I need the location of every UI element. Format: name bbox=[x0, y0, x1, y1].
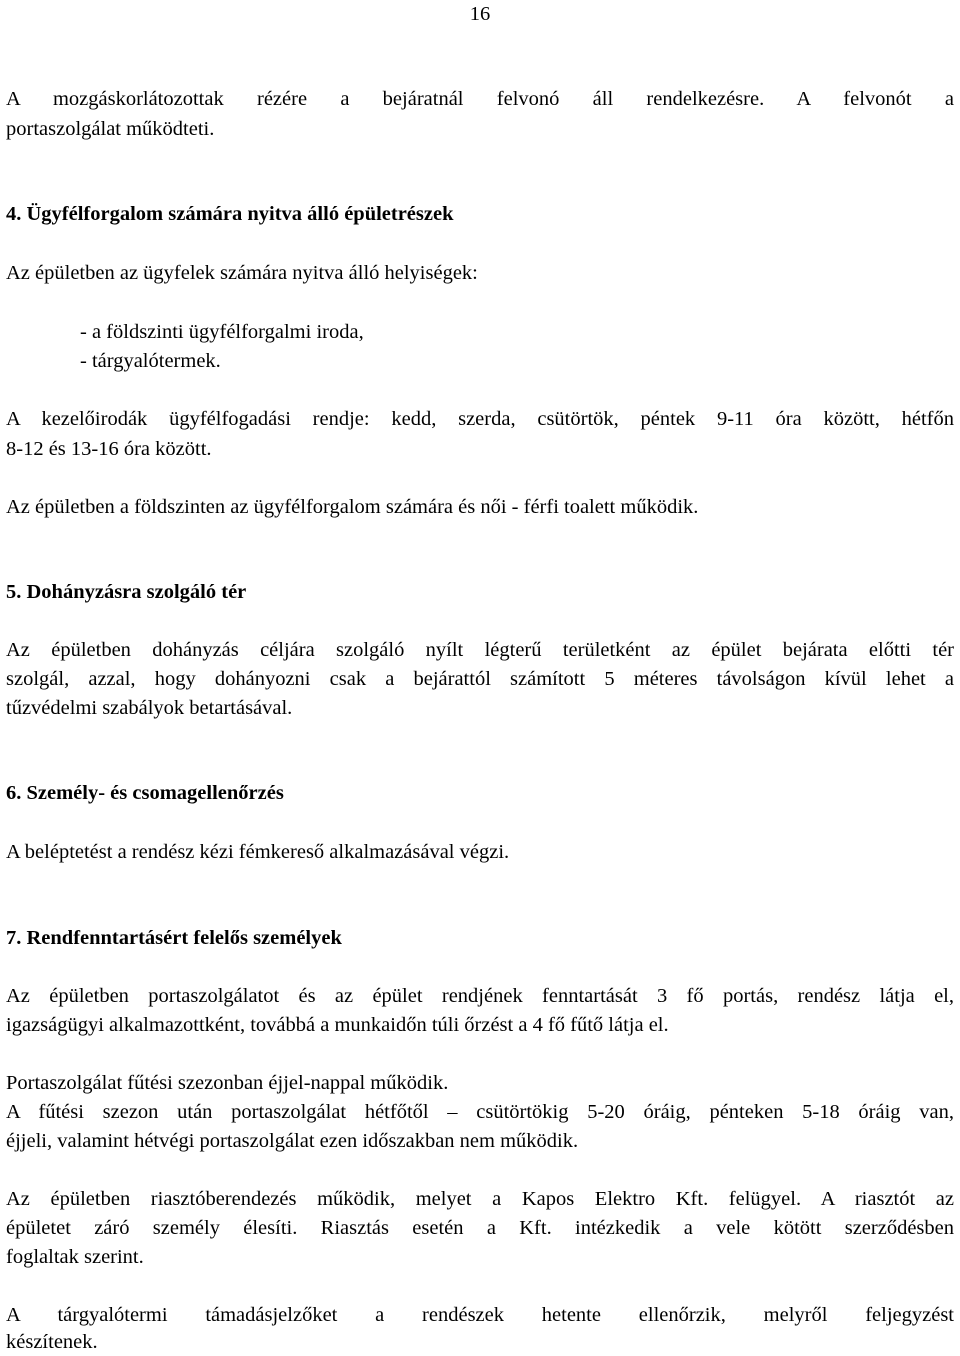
section-6-text: A beléptetést a rendész kézi fémkereső alkalmazásával végzi. bbox=[6, 841, 510, 863]
section-7-p4-line-2: épületet záró személy élesíti. Riasztás esetén a Kft. intézkedik a vele kötött szerződésben bbox=[6, 1217, 954, 1239]
section-4-list-item-1: - a földszinti ügyfélforgalmi iroda, bbox=[80, 321, 364, 343]
section-4-intro: Az épületben az ügyfelek számára nyitva álló helyiségek: bbox=[6, 262, 478, 284]
section-7-p2: Portaszolgálat fűtési szezonban éjjel-nappal működik. bbox=[6, 1072, 449, 1094]
section-6-heading: 6. Személy- és csomagellenőrzés bbox=[6, 782, 284, 804]
section-5-line-1: Az épületben dohányzás céljára szolgáló nyílt légterű területként az épület bejárata előtti tér bbox=[6, 639, 954, 661]
section-7-p1-line-2: igazságügyi alkalmazottként, továbbá a munkaidőn túli őrzést a 4 fő fűtő látja el. bbox=[6, 1014, 669, 1036]
section-7-p3-line-1: A fűtési szezon után portaszolgálat hétfőtől – csütörtökig 5-20 óráig, pénteken 5-18 óráig van, bbox=[6, 1101, 954, 1123]
intro-line-1: A mozgáskorlátozottak rézére a bejáratnál felvonó áll rendelkezésre. A felvonót a bbox=[6, 88, 954, 110]
section-7-p3-line-2: éjjeli, valamint hétvégi portaszolgálat ezen időszakban nem működik. bbox=[6, 1130, 579, 1152]
section-7-p1-line-1: Az épületben portaszolgálatot és az épület rendjének fenntartását 3 fő portás, rendész látja el, bbox=[6, 985, 954, 1007]
page-number: 16 bbox=[469, 3, 491, 25]
section-4-hours-line-1: A kezelőirodák ügyfélfogadási rendje: kedd, szerda, csütörtök, péntek 9-11 óra között, hétfőn bbox=[6, 408, 954, 430]
section-4-list-item-2: - tárgyalótermek. bbox=[80, 350, 221, 372]
section-4-hours-line-2: 8-12 és 13-16 óra között. bbox=[6, 438, 212, 460]
section-7-p5-line-1: A tárgyalótermi támadásjelzőket a rendészek hetente ellenőrzik, melyről feljegyzést bbox=[6, 1304, 954, 1326]
section-7-p5-line-2: készítenek. bbox=[6, 1331, 98, 1353]
section-5-line-2: szolgál, azzal, hogy dohányozni csak a bejárattól számított 5 méteres távolságon kívül lehet a bbox=[6, 668, 954, 690]
section-4-toilet: Az épületben a földszinten az ügyfélforgalom számára és női - férfi toalett működik. bbox=[6, 496, 699, 518]
section-7-p4-line-3: foglaltak szerint. bbox=[6, 1246, 144, 1268]
section-7-heading: 7. Rendfenntartásért felelős személyek bbox=[6, 927, 342, 949]
section-5-heading: 5. Dohányzásra szolgáló tér bbox=[6, 581, 247, 603]
section-7-p4-line-1: Az épületben riasztóberendezés működik, melyet a Kapos Elektro Kft. felügyel. A riasztót az bbox=[6, 1188, 954, 1210]
section-5-line-3: tűzvédelmi szabályok betartásával. bbox=[6, 697, 293, 719]
section-4-heading: 4. Ügyfélforgalom számára nyitva álló épületrészek bbox=[6, 203, 454, 225]
intro-line-2: portaszolgálat működteti. bbox=[6, 118, 215, 140]
